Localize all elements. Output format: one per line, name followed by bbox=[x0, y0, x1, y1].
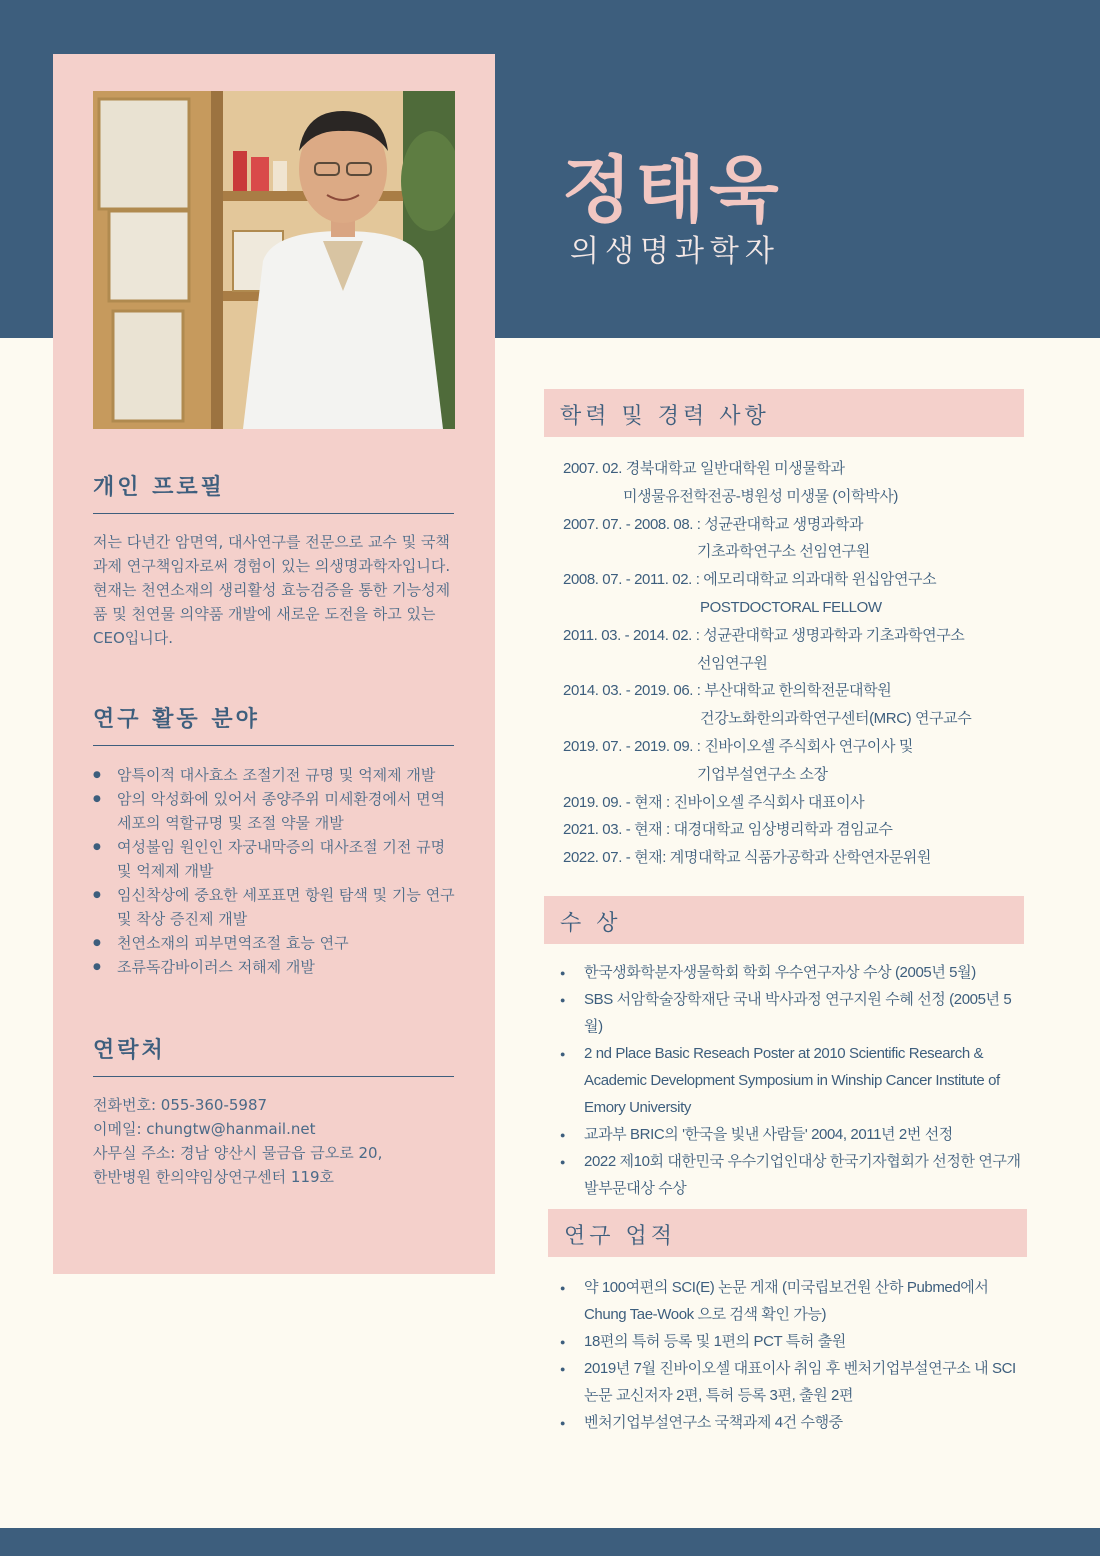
career-entry: 2019. 09. - 현재 : 진바이오셀 주식회사 대표이사 bbox=[563, 793, 865, 811]
list-item: ● 여성불임 원인인 자궁내막증의 대사조절 기전 규명 및 억제제 개발 bbox=[93, 835, 455, 883]
person-name: 정태욱 bbox=[562, 148, 783, 232]
career-entry: 2007. 02. 경북대학교 일반대학원 미생물학과 미생물유전학전공-병원성 미생물 (이학박사) bbox=[563, 460, 898, 505]
career-section-header bbox=[544, 389, 1024, 437]
awards-section-header bbox=[544, 896, 1024, 944]
research-fields-divider bbox=[93, 745, 454, 746]
list-item: ● 천연소재의 피부면역조절 효능 연구 bbox=[93, 931, 455, 955]
career-entry: 2014. 03. - 2019. 06. : 부산대학교 한의학전문대학원 건강노화한의과학연구센터(MRC) 연구교수 bbox=[563, 682, 972, 728]
career-entry: 2019. 07. - 2019. 09. : 진바이오셀 주식회사 연구이사 및 기업부설연구소 소장 bbox=[563, 737, 913, 783]
profile-photo-illustration bbox=[93, 91, 455, 429]
career-entry: 2022. 07. - 현재: 계명대학교 식품가공학과 산학연자문위원 bbox=[563, 849, 931, 867]
profile-heading: 개인 프로필 bbox=[93, 475, 225, 500]
list-item: ● 한국생화학분자생물학회 학회 우수연구자상 수상 (2005년 5월) bbox=[560, 959, 1030, 986]
list-item: ● 2019년 7월 진바이오셀 대표이사 취임 후 벤처기업부설연구소 내 SCI 논문 교신저자 2편, 특허 등록 3편, 출원 2편 bbox=[560, 1355, 1030, 1409]
footer-band bbox=[0, 1528, 1100, 1556]
person-role: 의생명과학자 bbox=[570, 234, 780, 269]
list-item: ● 암의 악성화에 있어서 종양주위 미세환경에서 면역세포의 역할규명 및 조절 약물 개발 bbox=[93, 787, 455, 835]
achievements-section-header bbox=[548, 1209, 1027, 1257]
profile-photo bbox=[93, 91, 455, 429]
contact-address: 사무실 주소: 경남 양산시 물금읍 금오로 20, bbox=[93, 1144, 383, 1162]
career-entry: 2011. 03. - 2014. 02. : 성균관대학교 생명과학과 기초과학연구소 선임연구원 bbox=[563, 626, 965, 672]
contact-divider bbox=[93, 1076, 454, 1077]
awards-heading: 수 상 bbox=[560, 911, 622, 936]
achievements-list bbox=[560, 1274, 1030, 1436]
contact-email[interactable]: 이메일: chungtw@hanmail.net bbox=[93, 1120, 316, 1138]
list-item: ● 2022 제10회 대한민국 우수기업인대상 한국기자협회가 선정한 연구개발부문대상 수상 bbox=[560, 1148, 1030, 1202]
research-fields-list bbox=[93, 763, 455, 979]
list-item: ● 조류독감바이러스 저해제 개발 bbox=[93, 955, 455, 979]
list-item: ● 임신착상에 중요한 세포표면 항원 탐색 및 기능 연구 및 착상 증진제 개발 bbox=[93, 883, 455, 931]
contact-address-line2: 한반병원 한의약임상연구센터 119호 bbox=[93, 1168, 335, 1186]
career-list bbox=[563, 455, 1033, 872]
list-item: ● SBS 서암학술장학재단 국내 박사과정 연구지원 수혜 선정 (2005년 5월) bbox=[560, 986, 1030, 1040]
profile-text: 저는 다년간 암면역, 대사연구를 전문으로 교수 및 국책과제 연구책임자로써 경험이 있는 의생명과학자입니다. 현재는 천연소재의 생리활성 효능검증을 통한 기능성제품 및 천연물 의약품 개발에 새로운 도전을 하고 있는 CEO입니다. bbox=[93, 533, 451, 647]
awards-list bbox=[560, 959, 1030, 1202]
achievements-heading: 연구 업적 bbox=[564, 1224, 677, 1249]
list-item: ● 2 nd Place Basic Reseach Poster at 2010 Scientific Research & Academic Development Symposium in Winship Cancer Institute of Emory University bbox=[560, 1040, 1030, 1121]
research-fields-heading: 연구 활동 분야 bbox=[93, 707, 260, 732]
career-entry: 2007. 07. - 2008. 08. : 성균관대학교 생명과학과 기초과학연구소 선임연구원 bbox=[563, 515, 870, 561]
list-item: ● 교과부 BRIC의 '한국을 빛낸 사람들' 2004, 2011년 2번 선정 bbox=[560, 1121, 1030, 1148]
profile-divider bbox=[93, 513, 454, 514]
list-item: ● 18편의 특허 등록 및 1편의 PCT 특허 출원 bbox=[560, 1328, 1030, 1355]
list-item: ● 약 100여편의 SCI(E) 논문 게재 (미국립보건원 산하 Pubmed에서 Chung Tae-Wook 으로 검색 확인 가능) bbox=[560, 1274, 1030, 1328]
contact-info bbox=[93, 1093, 455, 1189]
career-entry: 2008. 07. - 2011. 02. : 에모리대학교 의과대학 윈십암연구소 POSTDOCTORAL FELLOW bbox=[563, 571, 937, 616]
contact-heading: 연락처 bbox=[93, 1038, 166, 1063]
list-item: ● 암특이적 대사효소 조절기전 규명 및 억제제 개발 bbox=[93, 763, 455, 787]
list-item: ● 벤처기업부설연구소 국책과제 4건 수행중 bbox=[560, 1409, 1030, 1436]
career-heading: 학력 및 경력 사항 bbox=[560, 404, 770, 429]
contact-phone: 전화번호: 055-360-5987 bbox=[93, 1096, 268, 1114]
career-entry: 2021. 03. - 현재 : 대경대학교 임상병리학과 겸임교수 bbox=[563, 821, 893, 839]
